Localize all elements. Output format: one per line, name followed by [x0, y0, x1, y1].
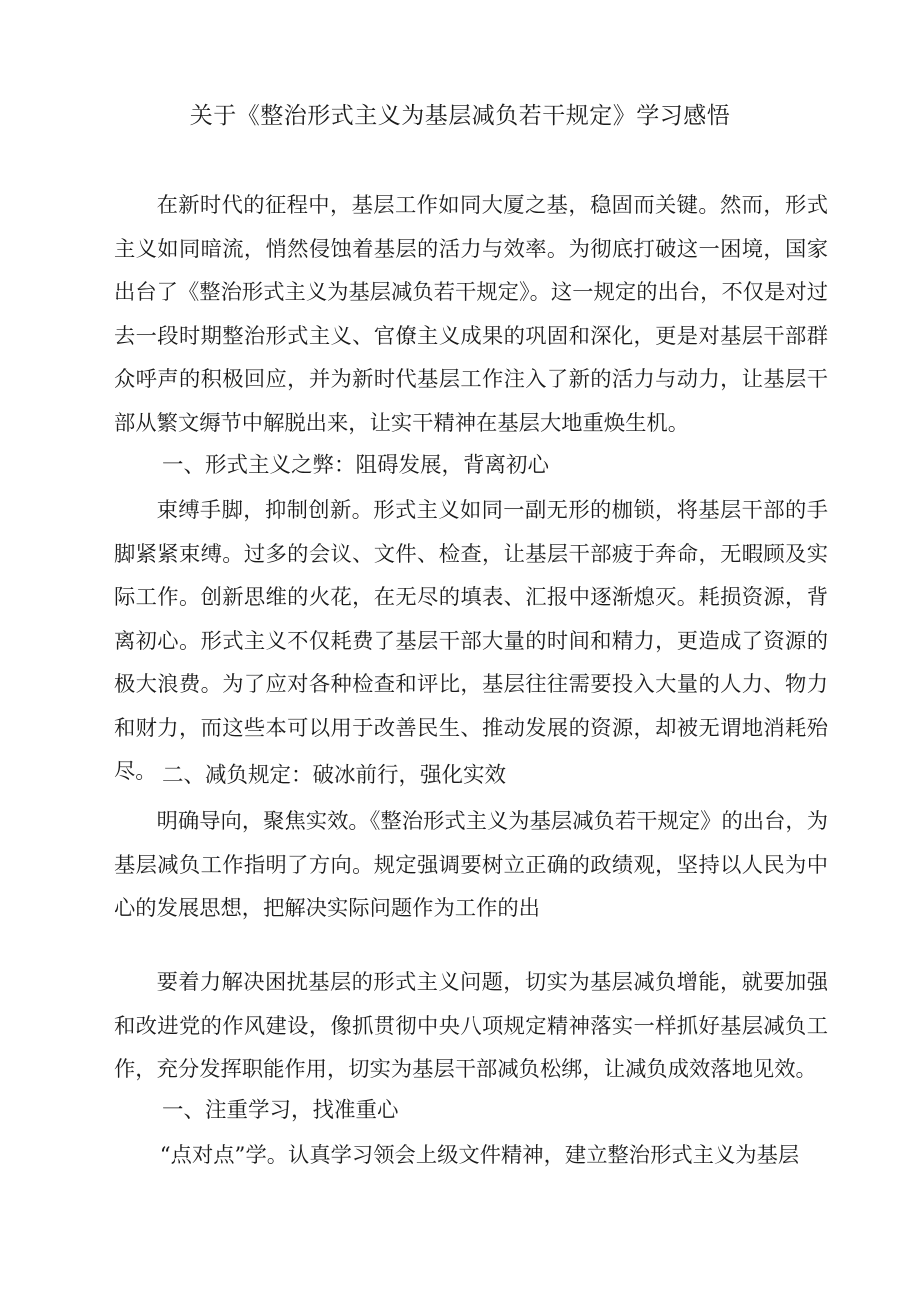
- section-3-paragraph: “点对点”学。认真学习领会上级文件精神，建立整治形式主义为基层: [159, 1143, 800, 1168]
- section-1-paragraph: 束缚手脚，抑制创新。形式主义如同一副无形的枷锁，将基层干部的手脚紧紧束缚。过多的会议、文件、检查，让基层干部疲于奔命，无暇顾及实际工作。创新思维的火花，在无尽的填表、汇报中逐渐熄灭。耗损资源，背离初心。形式主义不仅耗费了基层干部大量的时间和精力，更造成了资源的极大浪费。为了应对各种检查和评比，基层往往需要投入大量的人力、物力和财力，而这些本可以用于改善民生、推动发展的资源，却被无谓地消耗殆尽。: [114, 498, 828, 784]
- section-heading-1: 一、形式主义之弊：阻碍发展，背离初心: [162, 453, 550, 478]
- intro-paragraph: 在新时代的征程中，基层工作如同大厦之基，稳固而关键。然而，形式主义如同暗流，悄然侵蚀着基层的活力与效率。为彻底打破这一困境，国家出台了《整治形式主义为基层减负若干规定》。这一规定的出台，不仅是对过去一段时期整治形式主义、官僚主义成果的巩固和深化，更是对基层干部群众呼声的积极回应，并为新时代基层工作注入了新的活力与动力，让基层干部从繁文缛节中解脱出来，让实干精神在基层大地重焕生机。: [114, 193, 828, 436]
- section-heading-2: 二、减负规定：破冰前行，强化实效: [162, 763, 507, 788]
- followup-paragraph: 要着力解决困扰基层的形式主义问题，切实为基层减负增能，就要加强和改进党的作风建设，像抓贯彻中央八项规定精神落实一样抓好基层减负工作，充分发挥职能作用，切实为基层干部减负松绑，让减负成效落地见效。: [114, 970, 828, 1082]
- section-heading-3: 一、注重学习，找准重心: [162, 1098, 399, 1123]
- document-title: 关于《整治形式主义为基层减负若干规定》学习感悟: [189, 103, 731, 129]
- section-2-paragraph: 明确导向，聚焦实效。《整治形式主义为基层减负若干规定》的出台，为基层减负工作指明了方向。规定强调要树立正确的政绩观，坚持以人民为中心的发展思想，把解决实际问题作为工作的出: [114, 809, 828, 921]
